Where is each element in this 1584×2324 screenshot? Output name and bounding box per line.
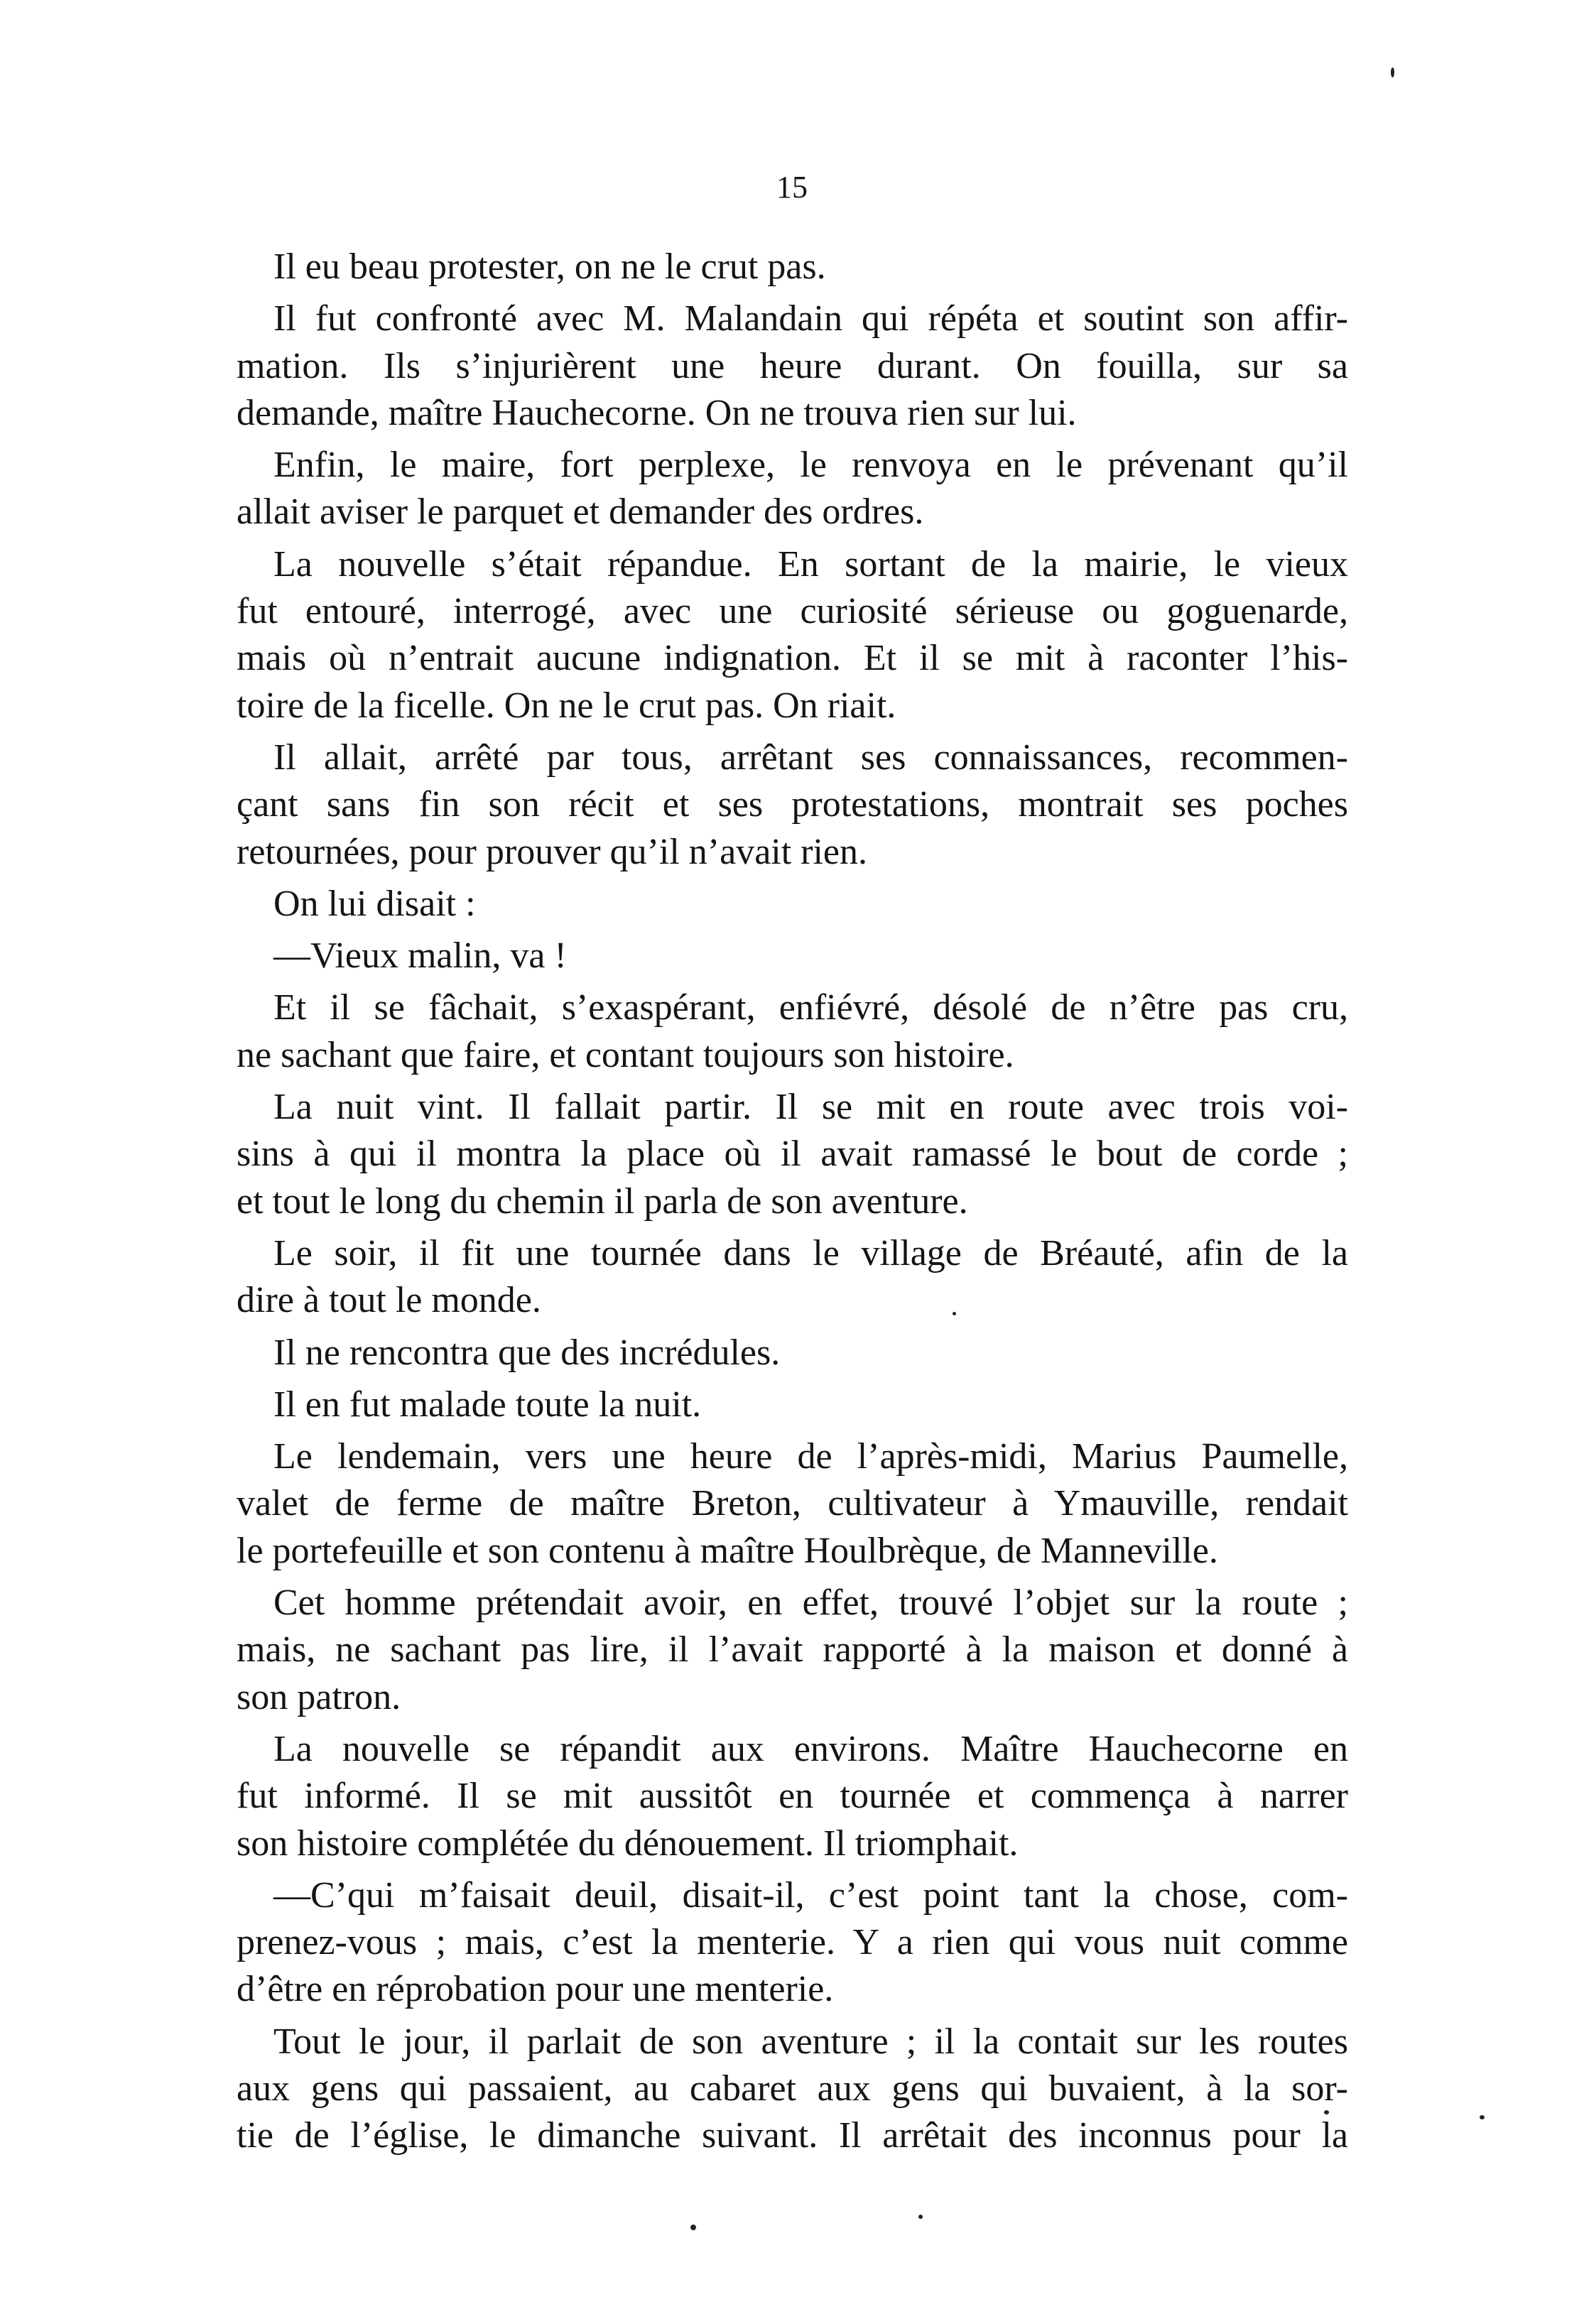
text-line: —Vieux malin, va ! [273,935,567,977]
page-number: 15 [776,170,808,205]
paragraph [237,1872,1348,2014]
text-line: tie de l’église, le dimanche suivant. Il arrêtait des inconnus pour la [237,2115,1348,2156]
scan-speck [1391,67,1394,77]
text-line: Le lendemain, vers une heure de l’après-midi, Marius Paumelle, [273,1436,1348,1477]
text-line: prenez-vous ; mais, c’est la menterie. Y a rien qui vous nuit comme [237,1922,1348,1963]
text-line: La nuit vint. Il fallait partir. Il se mit en route avec trois voi- [273,1087,1348,1128]
text-line: mais, ne sachant pas lire, il l’avait rapporté à la maison et donné à [237,1629,1348,1671]
paragraph [237,244,1348,290]
paragraph [237,1726,1348,1867]
scan-speck [690,2225,696,2230]
scan-speck [1324,2110,1329,2114]
paragraph [237,442,1348,536]
paragraph [237,1580,1348,1721]
text-line: fut informé. Il se mit aussitôt en tournée et commença à narrer [237,1776,1348,1817]
text-line: sins à qui il montra la place où il avait ramassé le bout de corde ; [237,1134,1348,1175]
text-line: et tout le long du chemin il parla de son aventure. [237,1180,968,1222]
text-line: toire de la ficelle. On ne le crut pas. On riait. [237,685,896,726]
paragraph [237,541,1348,729]
paragraph [237,1433,1348,1575]
text-line: ne sachant que faire, et contant toujours son histoire. [237,1034,1014,1075]
text-line: On lui disait : [273,883,476,924]
text-line: retournées, pour prouver qu’il n’avait rien. [237,831,868,872]
paragraph [237,295,1348,437]
text-line: Le soir, il fit une tournée dans le village de Bréauté, afin de la [273,1232,1348,1274]
text-line: La nouvelle s’était répandue. En sortant de la mairie, le vieux [273,543,1348,585]
text-line: son histoire complétée du dénouement. Il triomphait. [237,1823,1019,1864]
text-line: La nouvelle se répandit aux environs. Maître Hauchecorne en [273,1728,1348,1769]
text-line: fut entouré, interrogé, avec une curiosité sérieuse ou goguenarde, [237,591,1348,632]
text-line: mais où n’entrait aucune indignation. Et il se mit à raconter l’his- [237,638,1348,679]
scan-speck [918,2215,923,2219]
scan-speck [1480,2115,1485,2119]
text-line: demande, maître Hauchecorne. On ne trouva rien sur lui. [237,392,1077,433]
text-line: Cet homme prétendait avoir, en effet, trouvé l’objet sur la route ; [273,1582,1348,1624]
text-line: aux gens qui passaient, au cabaret aux gens qui buvaient, à la sor- [237,2068,1348,2109]
text-line: allait aviser le parquet et demander des ordres. [237,492,924,533]
paragraph [237,734,1348,876]
text-line: Il ne rencontra que des incrédules. [273,1332,781,1373]
text-line: Il eu beau protester, on ne le crut pas. [273,246,826,287]
paragraph [237,2019,1348,2160]
text-line: le portefeuille et son contenu à maître Houlbrèque, de Manneville. [237,1530,1218,1571]
text-line: Il allait, arrêté par tous, arrêtant ses connaissances, recommen- [273,737,1348,778]
paragraph [237,1330,1348,1377]
paragraph [237,984,1348,1079]
text-line: çant sans fin son récit et ses protestations, montrait ses poches [237,784,1348,825]
paragraph [237,881,1348,928]
text-line: Enfin, le maire, fort perplexe, le renvoya en le prévenant qu’il [273,445,1348,486]
paragraph [237,1084,1348,1225]
scan-speck [953,1312,956,1315]
text-line: valet de ferme de maître Breton, cultivateur à Ymauville, rendait [237,1483,1348,1524]
text-line: Et il se fâchait, s’exaspérant, enfiévré, désolé de n’être pas cru, [273,987,1348,1028]
text-line: d’être en réprobation pour une menterie. [237,1969,834,2010]
text-line: mation. Ils s’injurièrent une heure durant. On fouilla, sur sa [237,345,1348,386]
text-line: son patron. [237,1676,401,1717]
paragraph [237,1230,1348,1325]
body-text [237,244,1348,2165]
text-line: Il fut confronté avec M. Malandain qui répéta et soutint son affir- [273,298,1348,340]
text-line: Tout le jour, il parlait de son aventure ; il la contait sur les routes [273,2021,1348,2062]
text-line: dire à tout le monde. [237,1280,541,1321]
text-line: Il en fut malade toute la nuit. [273,1384,702,1425]
paragraph [237,1381,1348,1428]
paragraph [237,933,1348,979]
text-line: —C’qui m’faisait deuil, disait-il, c’est point tant la chose, com- [273,1874,1348,1916]
